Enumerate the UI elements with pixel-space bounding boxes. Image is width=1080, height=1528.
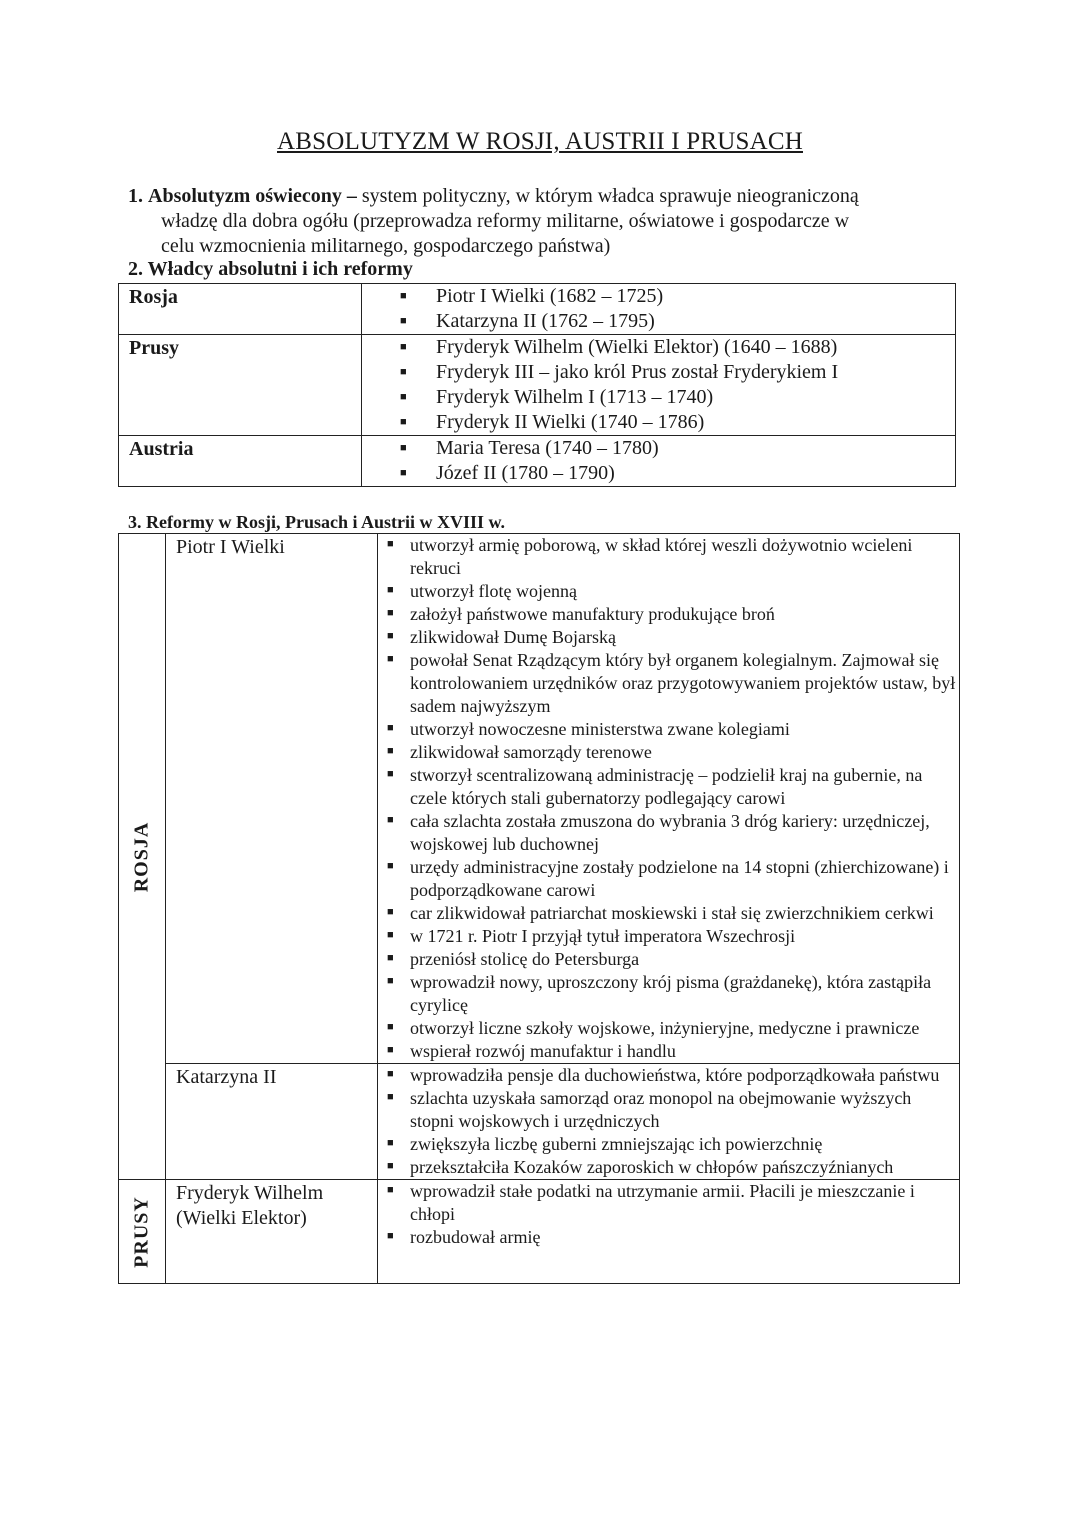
definition-number: 1. (128, 185, 143, 207)
bullet-icon: ■ (387, 538, 394, 550)
reform-item (382, 810, 959, 856)
reform-text: utworzył armię poborową, w skład której weszli dożywotnio wcieleni rekruci (410, 535, 913, 578)
reform-text: zlikwidował samorządy terenowe (410, 742, 652, 762)
ruler-name-cell: Piotr I Wielki (166, 534, 378, 1064)
reform-text: wprowadziła pensje dla duchowieństwa, które podporządkowała państwu (410, 1065, 940, 1085)
reforms-list-cell (378, 1180, 960, 1284)
reforms-list-cell (378, 534, 960, 1064)
definition-text-3: celu wzmocnienia militarnego, gospodarczego państwa) (161, 235, 611, 257)
rulers-list-cell (362, 436, 956, 487)
reforms-row-katarzyna (119, 1064, 960, 1180)
ruler-text: Maria Teresa (1740 – 1780) (436, 437, 659, 459)
definition-text-2: władzę dla dobra ogółu (przeprowadza reformy militarne, oświatowe i gospodarcze w (161, 210, 850, 232)
reform-item (382, 1040, 959, 1063)
reform-item (382, 1156, 959, 1179)
reform-item (382, 741, 959, 764)
definition-line-1 (128, 184, 948, 209)
reform-item (382, 626, 959, 649)
region-cell-rosja (119, 534, 166, 1180)
ruler-name-line: (Wielki Elektor) (176, 1207, 307, 1229)
ruler-item (370, 335, 955, 360)
bullet-icon: ■ (387, 952, 394, 964)
bullet-icon: ■ (387, 630, 394, 642)
reforms-row-fryderyk (119, 1180, 960, 1284)
reform-item (382, 764, 959, 810)
ruler-item (370, 284, 955, 309)
bullet-icon: ■ (387, 814, 394, 826)
reform-text: przekształciła Kozaków zaporoskich w chłopów pańszczyźnianych (410, 1157, 894, 1177)
bullet-icon: ■ (400, 391, 407, 403)
bullet-icon: ■ (387, 975, 394, 987)
ruler-text: Fryderyk Wilhelm I (1713 – 1740) (436, 386, 714, 408)
ruler-item (370, 360, 955, 385)
rulers-row-rosja (119, 284, 956, 335)
bullet-icon: ■ (400, 416, 407, 428)
reforms-row-piotr (119, 534, 960, 1064)
region-cell-prusy (119, 1180, 166, 1284)
bullet-icon: ■ (400, 442, 407, 454)
ruler-text: Fryderyk Wilhelm (Wielki Elektor) (1640 – 1688) (436, 336, 838, 358)
bullet-icon: ■ (387, 1230, 394, 1242)
rulers-row-austria (119, 436, 956, 487)
reform-item (382, 856, 959, 902)
bullet-icon: ■ (400, 467, 407, 479)
ruler-text: Józef II (1780 – 1790) (436, 462, 615, 484)
reform-item (382, 1087, 959, 1133)
reforms-heading: 3. Reformy w Rosji, Prusach i Austrii w XVIII w. (128, 512, 505, 532)
reform-text: wprowadził stałe podatki na utrzymanie armii. Płacili je mieszczanie i chłopi (410, 1181, 915, 1224)
rulers-list-cell (362, 335, 956, 436)
bullet-icon: ■ (387, 906, 394, 918)
bullet-icon: ■ (400, 366, 407, 378)
region-label: PRUSY (130, 1195, 153, 1268)
bullet-icon: ■ (400, 341, 407, 353)
ruler-item (370, 385, 955, 410)
bullet-icon: ■ (387, 584, 394, 596)
bullet-icon: ■ (387, 653, 394, 665)
reform-text: powołał Senat Rządzącym który był organem kolegialnym. Zajmował się kontrolowaniem urzędników oraz przygotowywaniem projektów ustaw, był sadem najwyższym (410, 650, 956, 716)
reform-text: zlikwidował Dumę Bojarską (410, 627, 616, 647)
rulers-row-prusy (119, 335, 956, 436)
bullet-icon: ■ (400, 315, 407, 327)
ruler-item (370, 461, 955, 486)
bullet-icon: ■ (387, 607, 394, 619)
bullet-icon: ■ (387, 1137, 394, 1149)
bullet-icon: ■ (387, 1068, 394, 1080)
rulers-table (118, 283, 956, 487)
definition-text-1: system polityczny, w którym władca sprawuje nieograniczoną (361, 185, 859, 207)
reform-item (382, 649, 959, 718)
bullet-icon: ■ (387, 1021, 394, 1033)
reform-text: rozbudował armię (410, 1227, 541, 1247)
reform-text: utworzył nowoczesne ministerstwa zwane kolegiami (410, 719, 790, 739)
reform-text: zwiększyła liczbę guberni zmniejszając ich powierzchnię (410, 1134, 823, 1154)
bullet-icon: ■ (387, 1160, 394, 1172)
reform-item (382, 1226, 959, 1249)
ruler-name-cell: Katarzyna II (166, 1064, 378, 1180)
ruler-text: Piotr I Wielki (1682 – 1725) (436, 285, 664, 307)
definition-section (128, 184, 948, 259)
bullet-icon: ■ (387, 1044, 394, 1056)
bullet-icon: ■ (400, 290, 407, 302)
rulers-list-cell (362, 284, 956, 335)
definition-term: Absolutyzm oświecony – (148, 185, 357, 207)
reform-text: car zlikwidował patriarchat moskiewski i stał się zwierzchnikiem cerkwi (410, 903, 934, 923)
bullet-icon: ■ (387, 722, 394, 734)
reform-item (382, 580, 959, 603)
reform-text: wspierał rozwój manufaktur i handlu (410, 1041, 676, 1061)
ruler-text: Fryderyk II Wielki (1740 – 1786) (436, 411, 705, 433)
reforms-table (118, 533, 960, 1284)
ruler-name-line: Fryderyk Wilhelm (176, 1182, 324, 1204)
ruler-text: Fryderyk III – jako król Prus został Fryderykiem I (436, 361, 839, 383)
rulers-heading: 2. Władcy absolutni i ich reformy (128, 258, 413, 280)
ruler-name-cell (166, 1180, 378, 1284)
country-cell: Prusy (119, 335, 362, 436)
reform-text: cała szlachta została zmuszona do wybrania 3 dróg kariery: urzędniczej, wojskowej lub duchownej (410, 811, 930, 854)
reform-text: założył państwowe manufaktury produkujące broń (410, 604, 775, 624)
reform-text: szlachta uzyskała samorząd oraz monopol na obejmowanie wyższych stopni wojskowych i urzędniczych (410, 1088, 912, 1131)
country-cell: Rosja (119, 284, 362, 335)
bullet-icon: ■ (387, 929, 394, 941)
bullet-icon: ■ (387, 768, 394, 780)
reform-text: wprowadził nowy, uproszczony krój pisma (grażdanekę), która zastąpiła cyrylicę (410, 972, 932, 1015)
reform-item (382, 718, 959, 741)
reform-text: otworzył liczne szkoły wojskowe, inżynieryjne, medyczne i prawnicze (410, 1018, 920, 1038)
reform-item (382, 902, 959, 925)
reform-text: utworzył flotę wojenną (410, 581, 577, 601)
reform-item (382, 971, 959, 1017)
reform-item (382, 1017, 959, 1040)
page-title: ABSOLUTYZM W ROSJI, AUSTRII I PRUSACH (277, 128, 803, 155)
bullet-icon: ■ (387, 860, 394, 872)
country-cell: Austria (119, 436, 362, 487)
region-label: ROSJA (130, 821, 153, 892)
ruler-item (370, 410, 955, 435)
reform-text: w 1721 r. Piotr I przyjął tytuł imperatora Wszechrosji (410, 926, 796, 946)
ruler-item (370, 309, 955, 334)
reform-item (382, 603, 959, 626)
reform-text: urzędy administracyjne zostały podzielone na 14 stopni (zhierchizowane) i podporządkowane carowi (410, 857, 949, 900)
reforms-list-cell (378, 1064, 960, 1180)
reform-item (382, 1133, 959, 1156)
reform-item (382, 1180, 959, 1226)
reform-item (382, 534, 959, 580)
reform-item (382, 925, 959, 948)
bullet-icon: ■ (387, 1091, 394, 1103)
reform-item (382, 948, 959, 971)
bullet-icon: ■ (387, 1184, 394, 1196)
reform-text: stworzył scentralizowaną administrację – podzielił kraj na gubernie, na czele których stali gubernatorzy podlegający carowi (410, 765, 923, 808)
ruler-text: Katarzyna II (1762 – 1795) (436, 310, 655, 332)
reform-text: przeniósł stolicę do Petersburga (410, 949, 640, 969)
bullet-icon: ■ (387, 745, 394, 757)
reform-item (382, 1064, 959, 1087)
ruler-item (370, 436, 955, 461)
